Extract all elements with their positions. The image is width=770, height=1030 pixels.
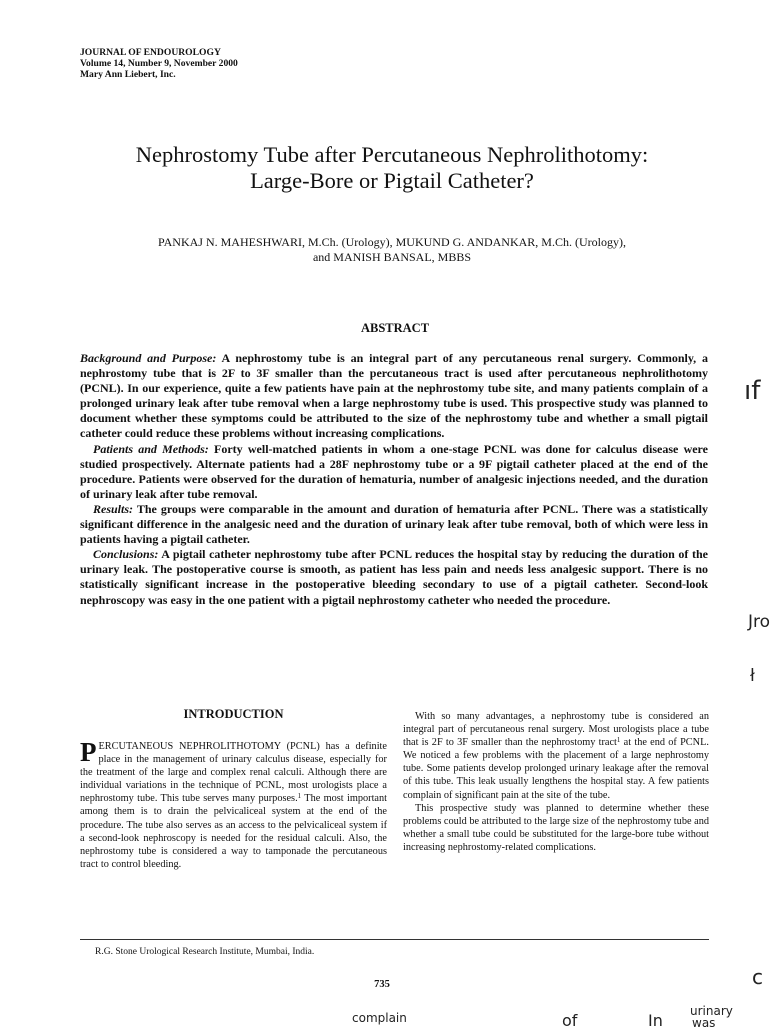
intro-paragraph-2-cont: at the end of PCNL. We noticed a few problems with the placement of a large nephrostomy tube. Some patients develop prolonged urinary leakage after the removal of this tube. This leak usually lengthens the hospital stay. A few patients complain of significant pain at the site of the tube. — [403, 737, 709, 801]
author-line1: PANKAJ N. MAHESHWARI, M.Ch. (Urology), MUKUND G. ANDANKAR, M.Ch. (Urology), — [158, 235, 626, 249]
abstract-background-text: A nephrostomy tube is an integral part of any percutaneous renal surgery. Commonly, a nephrostomy tube that is 2F to 3F smaller than the percutaneous tract is used after percutaneous nephrolithotomy (PCNL). In our experience, quite a few patients have pain at the nephrostomy tube site, and many patients complain of a prolonged urinary leak after tube removal when a large nephrostomy tube is used. This prospective study was planned to document whether these symptoms could be attributed to the size of the nephrostomy tube and whether a small pigtail catheter could reduce these problems without increasing complications. — [80, 351, 709, 441]
abstract-background — [80, 351, 708, 442]
edge-fragment: ł — [750, 666, 755, 686]
abstract-conclusions-text: A pigtail catheter nephrostomy tube after PCNL reduces the hospital stay by reducing the duration of the urinary leak. The postoperative course is smooth, as patient has less pain and needs less analgesic support. There is no statistically significant increase in the postoperative bleeding secondary to use of a pigtail catheter. Second-look nephroscopy was easy in the one patient with a pigtail nephrostomy catheter who needed the procedure. — [80, 547, 708, 607]
abstract-results — [80, 502, 708, 547]
abstract-results-text: The groups were comparable in the amount and duration of hematuria after PCNL. There was a statistically significant difference in the analgesic need and the duration of urinary leak after tube removal, both of which were less in patients having a pigtail catheter. — [80, 501, 708, 547]
journal-header — [80, 47, 238, 80]
intro-paragraph-2-text: With so many advantages, a nephrostomy tube is considered an integral part of percutaneous renal surgery. Most urologists place a tube that is 2F to 3F smaller than the nephrostomy tract — [403, 711, 709, 749]
journal-name: JOURNAL OF ENDOUROLOGY — [80, 47, 221, 58]
edge-fragment: In — [648, 1011, 663, 1030]
abstract-heading: ABSTRACT — [360, 321, 430, 335]
page-number: 735 — [374, 979, 390, 990]
abstract-conclusions — [80, 547, 708, 607]
edge-fragment: was — [692, 1016, 716, 1030]
drop-cap: P — [80, 737, 97, 767]
intro-paragraph-2 — [403, 710, 709, 802]
affiliation-footnote: R.G. Stone Urological Research Institute, Mumbai, India. — [95, 947, 315, 957]
abstract-methods-text: Forty well-matched patients in whom a one-stage PCNL was done for calculus disease were studied prospectively. Alternate patients had a 28F nephrostomy tube or a 9F pigtail catheter placed at the end of the procedure. Patients were observed for the duration of hematuria, number of analgesic injections needed, and the duration of urinary leak after tube removal. — [80, 441, 708, 501]
introduction-heading: INTRODUCTION — [183, 707, 284, 721]
abstract-methods-label: Patients and Methods: — [93, 441, 209, 456]
intro-paragraph-1-cont: The most important among them is to drain the pelvicaliceal system at the end of the procedure. The tube also serves as an access to the pelvicaliceal system if a second-look nephroscopy is needed for the residual calculi. Also, the nephrostomy tube is considered a way to tamponade the percutaneous tract to control bleeding. — [80, 793, 388, 870]
edge-fragment: c — [752, 965, 763, 989]
left-column — [80, 737, 388, 871]
right-column — [403, 710, 709, 854]
author-line2: and MANISH BANSAL, MBBS — [312, 250, 472, 264]
edge-fragment: ıf — [744, 376, 761, 406]
footnote-divider — [80, 939, 709, 940]
edge-fragment: complain — [352, 1011, 407, 1025]
abstract-methods — [80, 442, 708, 502]
intro-paragraph-1-text: ERCUTANEOUS NEPHROLITHOTOMY (PCNL) has a definite place in the management of urinary calculus disease, especially for the treatment of the large and complex renal calculi. Although there are individual variations in the technique of PCNL, most urologists place a nephrostomy tube. This tube serves many purposes. — [80, 741, 387, 805]
intro-paragraph-3: This prospective study was planned to determine whether these problems could be attributed to the large size of the nephrostomy tube and whether a small tube could be substituted for the large-bore tube without increasing nephrostomy-related complications. — [403, 802, 709, 853]
journal-volume: Volume 14, Number 9, November 2000 — [80, 58, 238, 69]
article-title — [60, 142, 724, 194]
reference-superscript: 1 — [297, 792, 302, 801]
abstract-body — [80, 351, 708, 608]
author-list — [60, 235, 724, 265]
article-title-line2: Large-Bore or Pigtail Catheter? — [250, 168, 534, 193]
article-title-line1: Nephrostomy Tube after Percutaneous Nephrolithotomy: — [135, 142, 649, 167]
abstract-conclusions-label: Conclusions: — [93, 547, 159, 562]
intro-paragraph-1 — [80, 737, 388, 871]
abstract-results-label: Results: — [93, 501, 134, 516]
journal-publisher: Mary Ann Liebert, Inc. — [80, 69, 176, 80]
edge-fragment: of — [562, 1011, 578, 1030]
reference-superscript: 1 — [616, 736, 621, 745]
edge-fragment: Jro — [748, 612, 770, 632]
abstract-background-label: Background and Purpose: — [80, 351, 217, 365]
edge-fragment: urinary — [690, 1004, 733, 1018]
